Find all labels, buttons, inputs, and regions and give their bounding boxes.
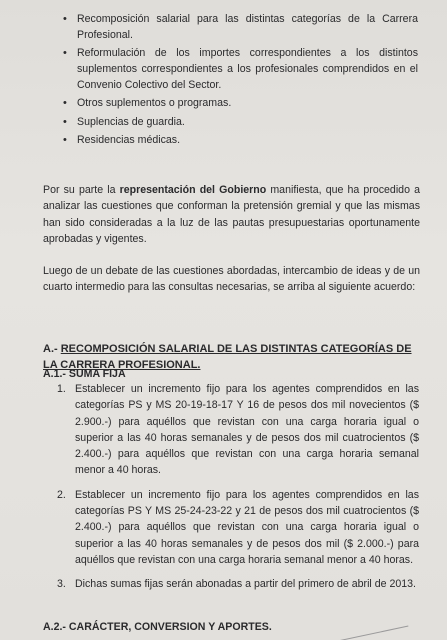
bullet-item: • Otros suplementos o programas. (63, 95, 418, 111)
item-number: 1. (57, 383, 66, 395)
paragraph-rest: manifiesta, que ha procedido a analizar las cuestiones que conforman la pretensión gremial y que las mismas han sido consideradas a la luz de las pautas presupuestarias oportunamente aprobadas y vigentes. (43, 184, 420, 245)
numbered-item (57, 487, 419, 568)
subsection-a2-heading: A.2.- CARÁCTER, CONVERSION Y APORTES. (43, 621, 272, 633)
item-text: Establecer un incremento fijo para los agentes comprendidos en las categorías PS Y MS 25-24-23-22 y 21 de pesos dos mil cuatrocientos ($ 2.400.-) para aquéllos que revistan con una carga horaria igual o superior a las 40 horas semanales y de pesos dos mil ($ 2.000.-) para aquéllos que revistan con una carga horaria semanal menor a 40 horas. (75, 488, 419, 566)
paragraph-intro: Por su parte la (43, 184, 120, 196)
item-text: Establecer un incremento fijo para los agentes comprendidos en las categorías PS y MS 20-19-18-17 Y 16 de pesos dos mil novecientos ($ 2.900.-) para aquéllos que revistan con una carga horaria igual o superior a las 40 horas semanales y de pesos dos mil cuatrocientos ($ 2.400.-) para aquéllos que revistan con una carga horaria semanal menor a 40 horas. (75, 383, 419, 477)
bullet-item: • Suplencias de guardia. (63, 114, 418, 130)
bullet-item: • Residencias médicas. (63, 132, 418, 148)
agreement-paragraph: Luego de un debate de las cuestiones abordadas, intercambio de ideas y de un cuarto intermedio para las consultas necesarias, se arriba al siguiente acuerdo: (43, 265, 420, 294)
numbered-item (57, 381, 419, 479)
numbered-item (57, 576, 419, 592)
section-a-prefix: A.- (43, 343, 61, 355)
bullet-item: • Recomposición salarial para las distintas categorías de la Carrera Profesional. (63, 11, 418, 44)
numbered-item-list (57, 381, 419, 593)
subsection-a1-heading: A.1.- SUMA FIJA (43, 368, 126, 380)
item-number: 2. (57, 488, 66, 501)
item-text: Dichas sumas fijas serán abonadas a partir del primero de abril de 2013. (75, 578, 416, 591)
item-number: 3. (57, 578, 66, 591)
section-a-title: RECOMPOSICIÓN SALARIAL DE LAS DISTINTAS CATEGORÍAS DE LA CARRERA PROFESIONAL. (43, 343, 412, 371)
paragraph-bold-phrase: representación del Gobierno (119, 184, 267, 196)
bullet-item: • Reformulación de los importes correspondientes a los distintos suplementos correspondientes a los profesionales comprendidos en el Convenio Colectivo del Sector. (63, 45, 418, 94)
government-paragraph (43, 182, 420, 247)
topic-bullet-list (63, 11, 418, 148)
